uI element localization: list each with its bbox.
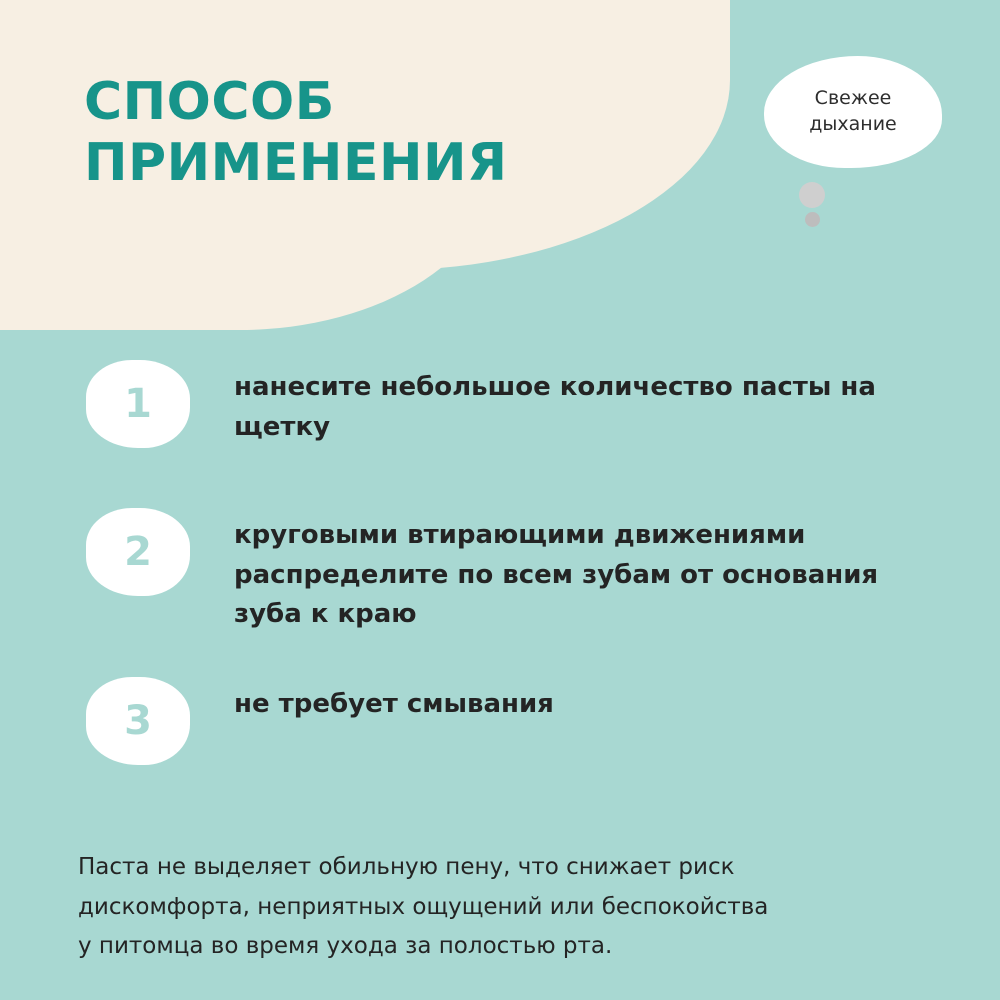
speech-bubble-line-2: дыхание (809, 113, 897, 135)
step-text: круговыми втирающими движениями распределите по всем зубам от основания зуба к краю (234, 520, 879, 630)
step-text: нанесите небольшое количество пасты на щетку (234, 372, 876, 442)
step-number: 3 (124, 697, 152, 744)
footer-note-line-3: у питомца во время ухода за полостью рта. (78, 933, 613, 960)
step-number-badge (86, 508, 190, 596)
list-item (86, 358, 926, 448)
speech-bubble-line-1: Свежее (814, 87, 892, 110)
footer-note-line-2: дискомфорта, неприятных ощущений или беспокойства (78, 893, 769, 920)
step-number-badge (86, 677, 190, 765)
footer-note (78, 848, 908, 967)
list-item (86, 675, 926, 765)
footer-note-line-1: Паста не выделяет обильную пену, что снижает риск (78, 854, 735, 880)
speech-bubble-tail-dot-large (799, 182, 825, 208)
step-text: не требует смывания (234, 688, 554, 719)
steps-list (86, 358, 926, 821)
title-line-2: ПРИМЕНЕНИЯ (84, 133, 508, 194)
step-number: 1 (124, 381, 152, 427)
title-line-1: СПОСОБ (84, 72, 335, 132)
speech-bubble-tail-dot-small (805, 212, 820, 227)
step-number: 2 (124, 529, 152, 575)
page-title (84, 72, 644, 195)
step-number-badge (86, 360, 190, 448)
list-item (86, 506, 926, 635)
speech-bubble-text (797, 86, 909, 137)
speech-bubble (764, 56, 942, 168)
